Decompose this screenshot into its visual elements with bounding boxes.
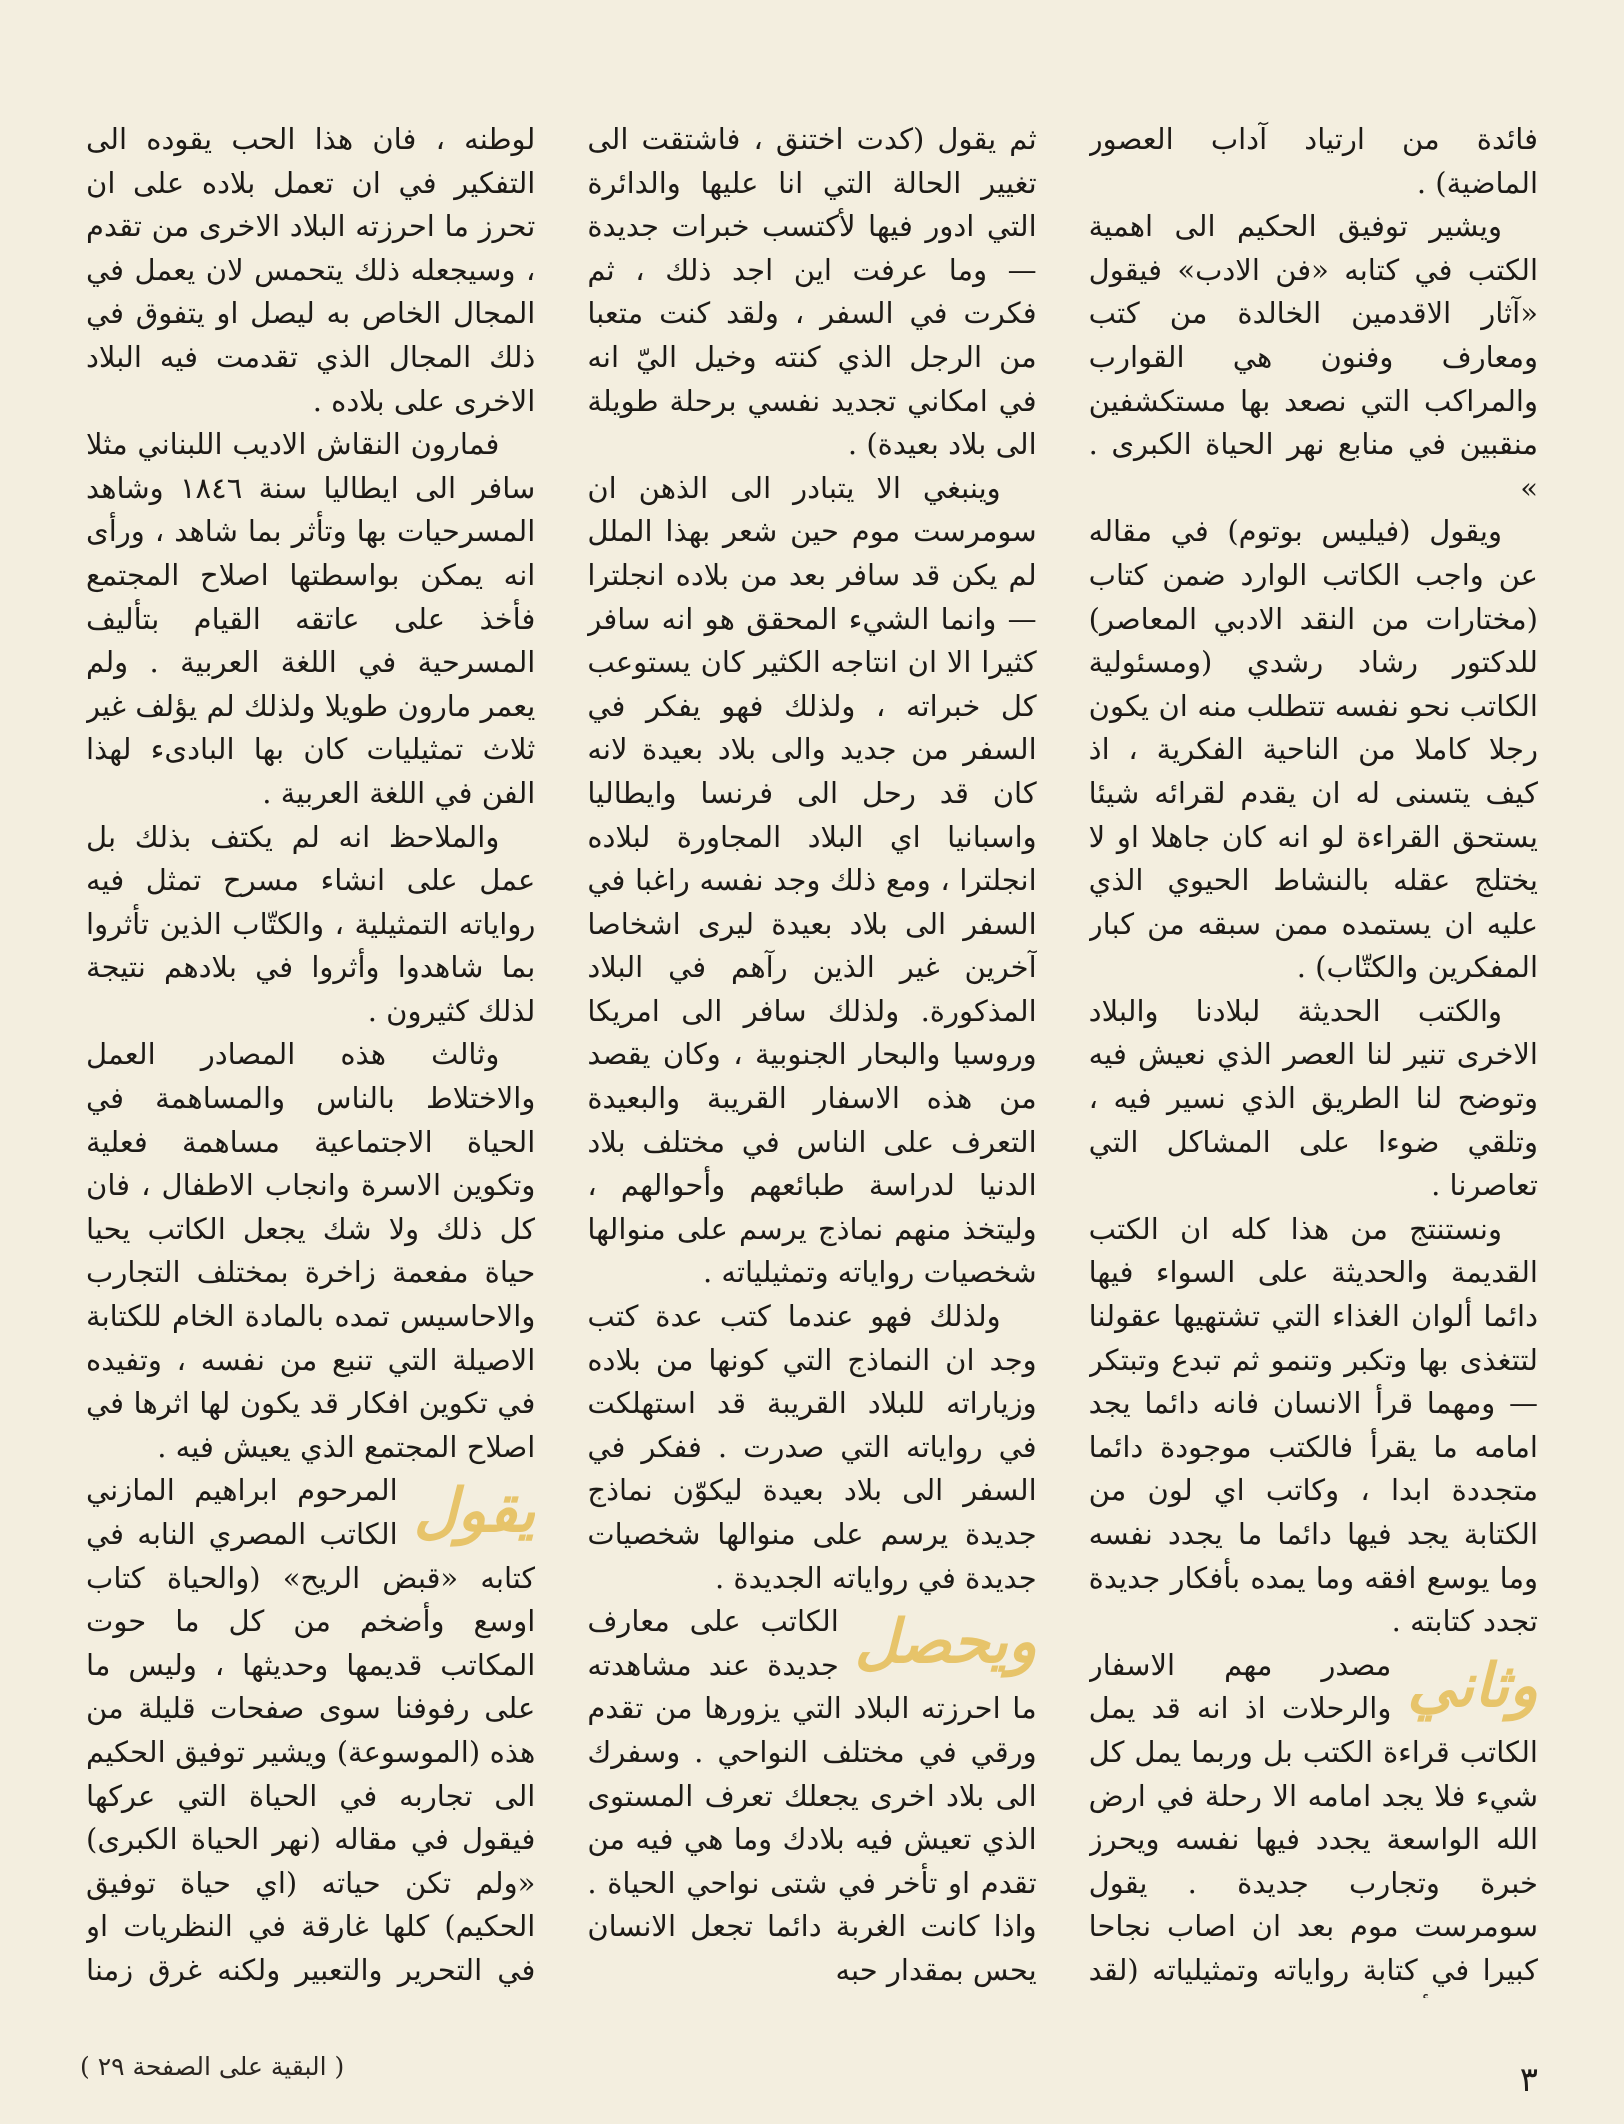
column-middle <box>587 118 1036 1998</box>
paragraph-text: مصدر مهم الاسفار والرحلات اذ انه قد يمل الكاتب قراءة الكتب بل وربما يمل كل شيء فلا يجد امامه الا رحلة في ارض الله الواسعة يجدد فيها نفسه ويحرز خبرة وتجارب جديدة . يقول سومرست موم بعد ان اصاب نجاحا كبيرا في كتابة رواياته وتمثيلياته (لقد <box>1088 1647 1538 1987</box>
page-number: ٣ <box>1519 2060 1538 2100</box>
paragraph: وينبغي الا يتبادر الى الذهن ان سومرست موم حين شعر بهذا الملل لم يكن قد سافر بعد من بلاده انجلترا — وانما الشيء المحقق هو انه سافر كثيرا الا ان انتاجه الكثير كان يستوعب كل خبراته ، ولذلك فهو يفكر في السفر من جديد والى بلاد بعيدة لانه كان قد رحل الى فرنسا وايطاليا واسبانيا اي البلاد المجاورة لبلاده انجلترا ، ومع ذلك وجد نفسه راغبا في السفر الى بلاد بعيدة ليرى اشخاصا آخرين غير الذين رآهم في البلاد المذكورة. ولذلك سافر الى امريكا وروسيا والبحار الجنوبية ، وكان يقصد من هذه الاسفار القريبة والبعيدة التعرف على الناس في مختلف بلاد الدنيا لدراسة طبائعهم وأحوالهم ، وليتخذ منهم نماذج يرسم على منوالها شخصيات رواياته وتمثيلياته . <box>587 470 1037 1290</box>
decorative-initial-word: وثاني <box>1407 1650 1538 1721</box>
text-columns <box>86 118 1538 1998</box>
continuation-note: ( البقية على الصفحة ٢٩ ) <box>80 2052 345 2081</box>
paragraph-text: الكاتب على معارف جديدة عند مشاهدته ما احرزته البلاد التي يزورها من تقدم ورقي في مختلف النواحي . وسفرك الى بلاد اخرى يجعلك تعرف المستوى الذي تعيش فيه بلادك وما هي فيه من تقدم او تأخر في شتى نواحي الحياة . واذا كانت الغربة دائما تجعل الانسان يحس بمقدار حبه <box>587 1604 1037 1987</box>
paragraph: والكتب الحديثة لبلادنا والبلاد الاخرى تنير لنا العصر الذي نعيش فيه وتوضح لنا الطريق الذي نسير فيه ، وتلقي ضوءا على المشاكل التي تعاصرنا . <box>1088 993 1538 1203</box>
column-left <box>86 118 535 1998</box>
paragraph-text: المرحوم ابراهيم المازني الكاتب المصري النابه في كتابه «قبض الريح» (والحياة كتاب اوسع وأضخم من كل ما حوت المكاتب قديمها وحديثها ، وليس ما على رفوفنا سوى صفحات قليلة من هذه (الموسوعة) ويشير توفيق الحكيم الى تجاربه في الحياة التي عركها فيقول في مقاله (نهر الحياة الكبرى) «ولم تكن حياته (اي حياة توفيق الحكيم) كلها غارقة في النظريات او في التحرير والتعبير ولكنه غرق زمنا <box>86 1473 536 1987</box>
paragraph: ونستنتج من هذا كله ان الكتب القديمة والحديثة على السواء فيها دائما ألوان الغذاء التي تشتهيها عقولنا لتتغذى بها وتكبر وتنمو ثم تبدع وتبتكر — ومهما قرأ الانسان فانه دائما يجد امامه ما يقرأ فالكتب موجودة دائما متجددة ابدا ، وكاتب اي لون من الكتابة يجد فيها دائما ما يجدد نفسه وما يوسع افقه وما يمده بأفكار جديدة تجدد كتابته . <box>1088 1211 1538 1639</box>
paragraph: فائدة من ارتياد آداب العصور الماضية) . <box>1088 122 1538 200</box>
paragraph: ثم يقول (كدت اختنق ، فاشتقت الى تغيير الحالة التي انا عليها والدائرة التي ادور فيها لأكتسب خبرات جديدة — وما عرفت اين اجد ذلك ، ثم فكرت في السفر ، ولقد كنت متعبا من الرجل الذي كنته وخيل اليّ انه في امكاني تجديد نفسي برحلة طويلة الى بلاد بعيدة) . <box>587 122 1037 462</box>
column-right <box>1089 118 1538 1998</box>
section-paragraph <box>587 1600 1036 1992</box>
section-paragraph <box>86 1469 535 1998</box>
decorative-initial-word: ويحصل <box>854 1607 1037 1678</box>
paragraph: والملاحظ انه لم يكتف بذلك بل عمل على انشاء مسرح تمثل فيه رواياته التمثيلية ، والكتّاب الذين تأثروا بما شاهدوا وأثروا في بلادهم نتيجة لذلك كثيرون . <box>86 819 536 1028</box>
paragraph: فمارون النقاش الاديب اللبناني مثلا سافر الى ايطاليا سنة ١٨٤٦ وشاهد المسرحيات بها وتأثر بما شاهد ، ورأى انه يمكن بواسطتها اصلاح المجتمع فأخذ على عاتقه القيام بتأليف المسرحية في اللغة العربية . ولم يعمر مارون طويلا ولذلك لم يؤلف غير ثلاث تمثيليات كان بها البادىء لهذا الفن في اللغة العربية . <box>86 427 536 810</box>
decorative-initial-word: يقول <box>413 1476 536 1547</box>
paragraph: ويشير توفيق الحكيم الى اهمية الكتب في كتابه «فن الادب» فيقول «آثار الاقدمين الخالدة من كتب ومعارف وفنون هي القوارب والمراكب التي نصعد بها مستكشفين منقبين في منابع نهر الحياة الكبرى . » <box>1088 209 1538 505</box>
paragraph: وثالث هذه المصادر العمل والاختلاط بالناس والمساهمة في الحياة الاجتماعية مساهمة فعلية وتكوين الاسرة وانجاب الاطفال ، فان كل ذلك ولا شك يجعل الكاتب يحيا حياة مفعمة زاخرة بمختلف التجارب والاحاسيس تمده بالمادة الخام للكتابة الاصيلة التي تنبع من نفسه ، وتفيده في تكوين افكار قد يكون لها اثرها في اصلاح المجتمع الذي يعيش فيه . <box>86 1037 536 1464</box>
paragraph: ولذلك فهو عندما كتب عدة كتب وجد ان النماذج التي كونها من بلاده وزياراته للبلاد القريبة قد استهلكت في رواياته التي صدرت . ففكر في السفر الى بلاد بعيدة ليكوّن نماذج جديدة يرسم على منوالها شخصيات جديدة في رواياته الجديدة . <box>587 1299 1037 1595</box>
section-paragraph <box>1089 1644 1538 1998</box>
paragraph: لوطنه ، فان هذا الحب يقوده الى التفكير في ان تعمل بلاده على ان تحرز ما احرزته البلاد الاخرى من تقدم ، وسيجعله ذلك يتحمس لان يعمل في المجال الخاص به ليصل او يتفوق في ذلك المجال الذي تقدمت فيه البلاد الاخرى على بلاده . <box>86 122 536 418</box>
paragraph: ويقول (فيليس بوتوم) في مقاله عن واجب الكاتب الوارد ضمن كتاب (مختارات من النقد الادبي المعاصر) للدكتور رشاد رشدي (ومسئولية الكاتب نحو نفسه تتطلب منه ان يكون رجلا كاملا من الناحية الفكرية ، اذ كيف يتسنى له ان يقدم لقرائه شيئا يستحق القراءة لو انه كان جاهلا او لا يختلج عقله بالنشاط الحيوي الذي عليه ان يستمده ممن سبقه من كبار المفكرين والكتّاب) . <box>1088 514 1538 985</box>
